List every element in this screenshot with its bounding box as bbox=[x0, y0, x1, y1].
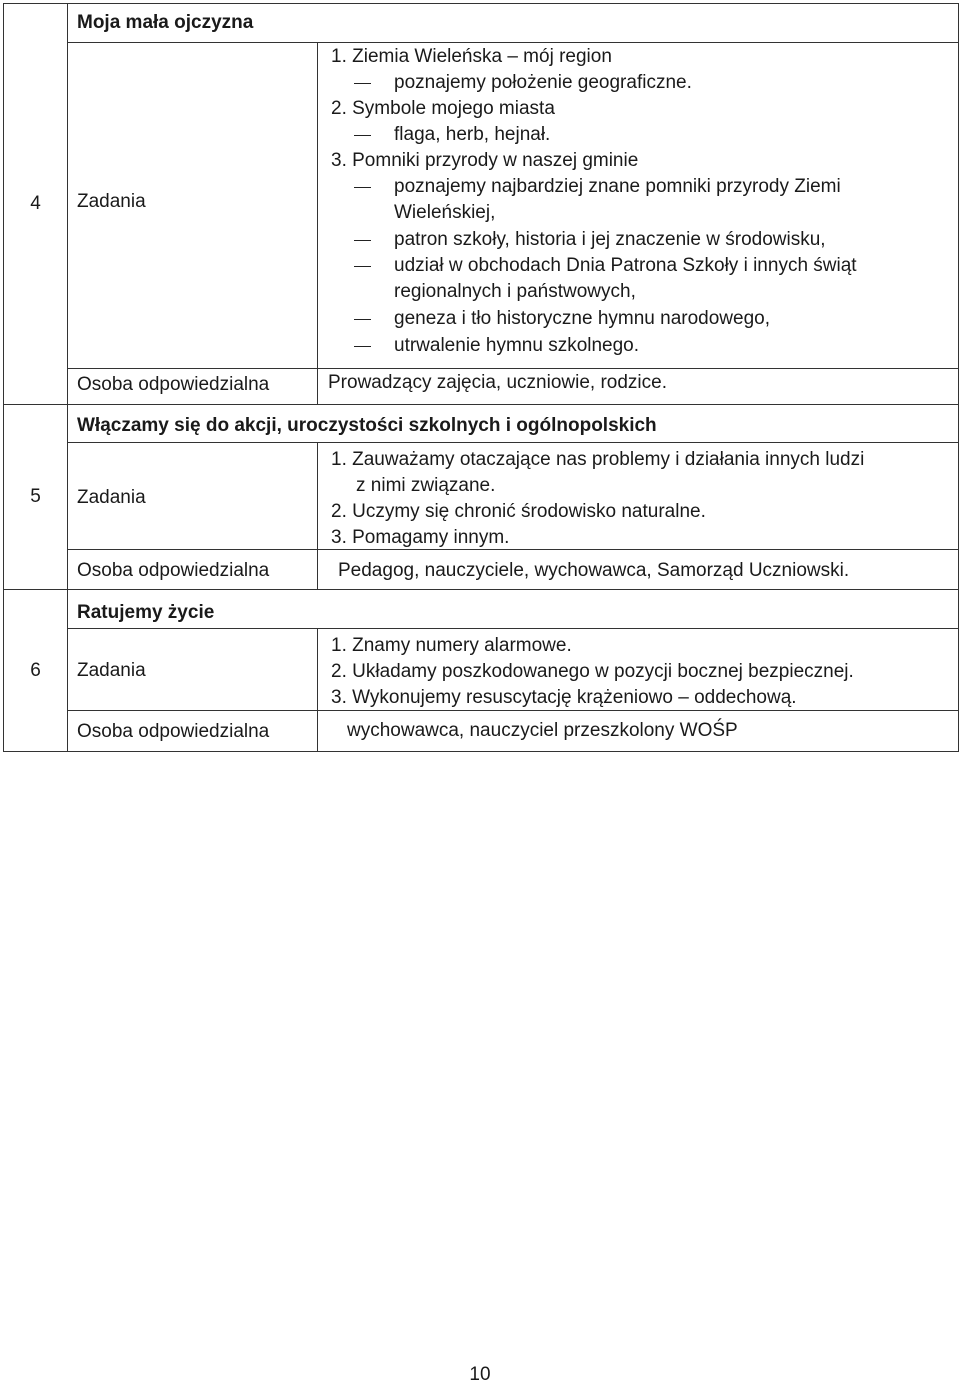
task-line: 3. Wykonujemy resuscytację krążeniowo – oddechową. bbox=[331, 687, 797, 708]
responsible-label: Osoba odpowiedzialna bbox=[77, 721, 270, 742]
task-line: 1. Znamy numery alarmowe. bbox=[331, 635, 572, 656]
column-divider bbox=[317, 442, 318, 590]
section-number: 5 bbox=[4, 405, 68, 589]
row-divider bbox=[67, 628, 958, 629]
task-line: patron szkoły, historia i jej znaczenie w środowisku, bbox=[394, 229, 826, 250]
task-line: 3. Pomagamy innym. bbox=[331, 527, 510, 548]
responsible-text: Prowadzący zajęcia, uczniowie, rodzice. bbox=[328, 372, 667, 393]
section-title: Włączamy się do akcji, uroczystości szkolnych i ogólnopolskich bbox=[77, 415, 657, 436]
row-divider bbox=[67, 549, 958, 550]
tasks-label: Zadania bbox=[77, 660, 146, 681]
page-number: 10 bbox=[469, 1364, 491, 1385]
dash-marker bbox=[354, 187, 371, 188]
task-line: 1. Ziemia Wieleńska – mój region bbox=[331, 46, 612, 67]
dash-marker bbox=[354, 266, 371, 267]
row-divider bbox=[67, 42, 958, 43]
task-line: regionalnych i państwowych, bbox=[394, 281, 636, 302]
column-divider bbox=[317, 42, 318, 405]
responsible-label: Osoba odpowiedzialna bbox=[77, 374, 270, 395]
task-line: z nimi związane. bbox=[356, 475, 496, 496]
responsible-label: Osoba odpowiedzialna bbox=[77, 560, 270, 581]
task-line: Wieleńskiej, bbox=[394, 202, 496, 223]
task-line: geneza i tło historyczne hymnu narodowego, bbox=[394, 308, 771, 329]
section-number: 6 bbox=[4, 590, 68, 751]
tasks-label: Zadania bbox=[77, 487, 146, 508]
tasks-label: Zadania bbox=[77, 191, 146, 212]
task-line: flaga, herb, hejnał. bbox=[394, 124, 551, 145]
responsible-text: Pedagog, nauczyciele, wychowawca, Samorząd Uczniowski. bbox=[338, 560, 850, 581]
section-title: Moja mała ojczyzna bbox=[77, 12, 254, 33]
task-line: 2. Symbole mojego miasta bbox=[331, 98, 555, 119]
section-title: Ratujemy życie bbox=[77, 602, 215, 623]
task-line: 2. Uczymy się chronić środowisko naturalne. bbox=[331, 501, 706, 522]
task-line: 3. Pomniki przyrody w naszej gminie bbox=[331, 150, 639, 171]
section-4 bbox=[3, 3, 959, 404]
dash-marker bbox=[354, 240, 371, 241]
task-line: 1. Zauważamy otaczające nas problemy i działania innych ludzi bbox=[331, 449, 865, 470]
responsible-text: wychowawca, nauczyciel przeszkolony WOŚP bbox=[347, 720, 738, 741]
task-line: poznajemy najbardziej znane pomniki przyrody Ziemi bbox=[394, 176, 841, 197]
task-line: poznajemy położenie geograficzne. bbox=[394, 72, 692, 93]
task-line: udział w obchodach Dnia Patrona Szkoły i innych świąt bbox=[394, 255, 857, 276]
column-divider bbox=[317, 628, 318, 752]
section-5 bbox=[3, 404, 959, 589]
dash-marker bbox=[354, 135, 371, 136]
section-number: 4 bbox=[4, 4, 68, 404]
dash-marker bbox=[354, 319, 371, 320]
row-divider bbox=[67, 368, 958, 369]
section-6 bbox=[3, 589, 959, 752]
row-divider bbox=[67, 442, 958, 443]
task-line: utrwalenie hymnu szkolnego. bbox=[394, 335, 640, 356]
dash-marker bbox=[354, 83, 371, 84]
task-line: 2. Układamy poszkodowanego w pozycji bocznej bezpiecznej. bbox=[331, 661, 854, 682]
dash-marker bbox=[354, 346, 371, 347]
